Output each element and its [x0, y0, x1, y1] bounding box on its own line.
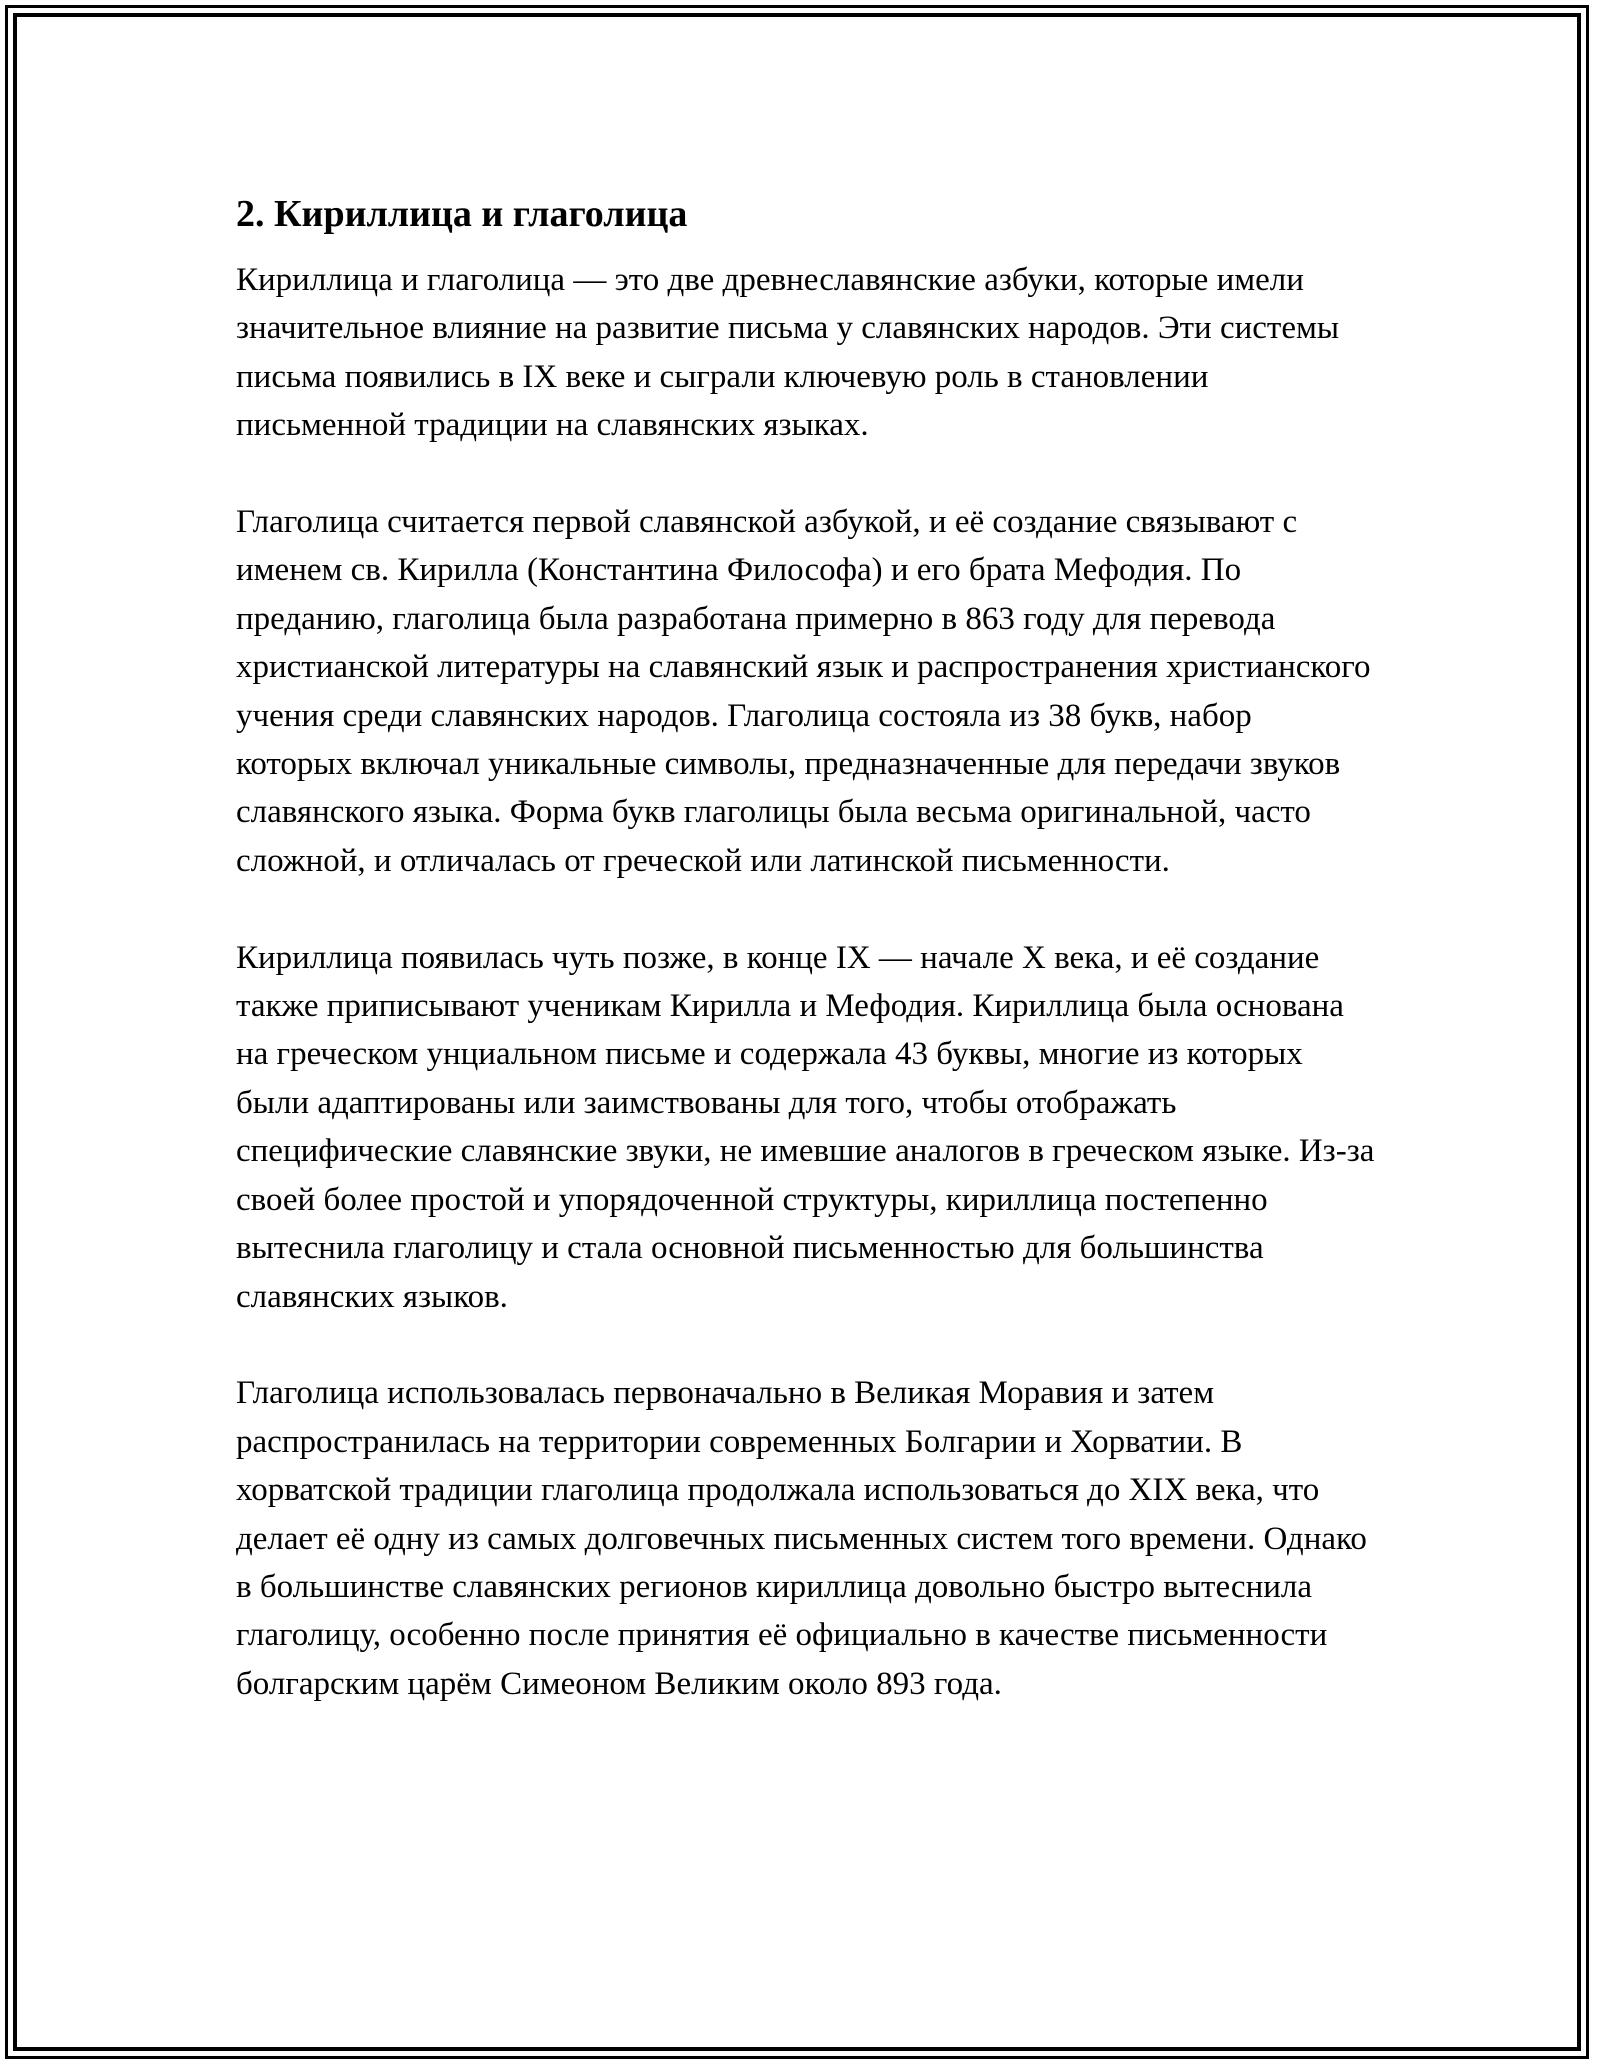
paragraph-cyrillic: Кириллица появилась чуть позже, в конце IX — начале X века, и её создание также приписывают ученикам Кирилла и Мефодия. Кириллица была основана на греческом унциальном письме и содержала 43 буквы, многие из которых были адаптированы или заимствованы для того, чтобы отображать специфические славянские звуки, не имевшие аналогов в греческом языке. Из-за своей более простой и упорядоченной структуры, кириллица постепенно вытеснила глаголицу и стала основной письменностью для большинства славянских языков. — [236, 939, 1375, 1315]
paragraph-glagolitic: Глаголица считается первой славянской азбукой, и её создание связывают с именем св. Кирилла (Константина Философа) и его брата Мефодия. По преданию, глаголица была разработана примерно в 863 году для перевода христианской литературы на славянский язык и распространения христианского учения среди славянских народов. Глаголица состояла из 38 букв, набор которых включал уникальные символы, предназначенные для передачи звуков славянского языка. Форма букв глаголицы была весьма оригинальной, часто сложной, и отличалась от греческой или латинской письменности. — [236, 504, 1371, 879]
document-body — [236, 186, 1376, 1708]
section-heading: 2. Кириллица и глаголица — [236, 193, 688, 235]
paragraph-intro: Кириллица и глаголица — это две древнеславянские азбуки, которые имели значительное влияние на развитие письма у славянских народов. Эти системы письма появились в IX веке и сыграли ключевую роль в становлении письменной традиции на славянских языках. — [236, 262, 1340, 444]
paragraph-history: Глаголица использовалась первоначально в Великая Моравия и затем распространилась на территории современных Болгарии и Хорватии. В хорватской традиции глаголица продолжала использоваться до XIX века, что делает её одну из самых долговечных письменных систем того времени. Однако в большинстве славянских регионов кириллица довольно быстро вытеснила глаголицу, особенно после принятия её официально в качестве письменности болгарским царём Симеоном Великим около 893 года. — [236, 1375, 1367, 1702]
